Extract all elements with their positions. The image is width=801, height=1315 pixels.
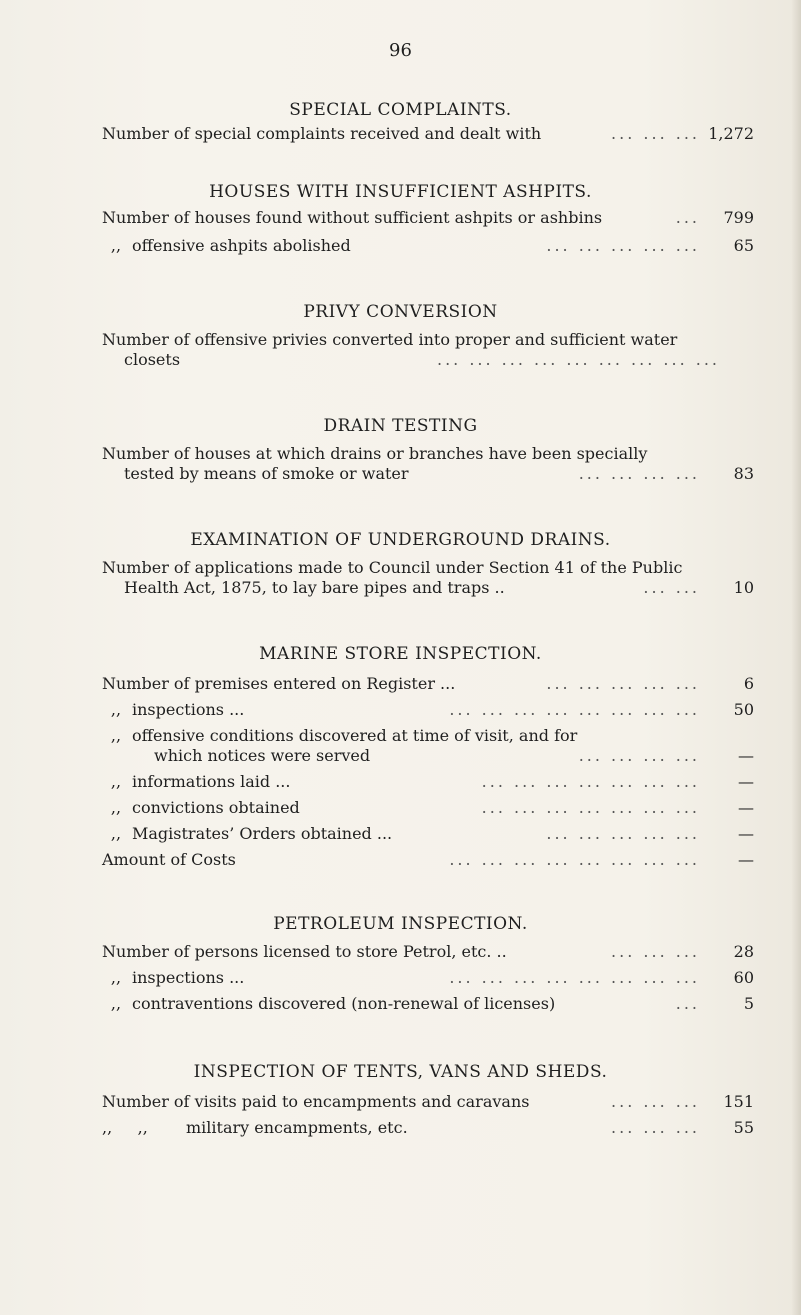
row-value: 65 xyxy=(733,236,754,255)
row-value: 1,272 xyxy=(708,124,754,143)
heading-drain-testing: DRAIN TESTING xyxy=(323,416,478,436)
row-label: informations laid ... xyxy=(132,772,291,791)
row-label-continued: which notices were served xyxy=(154,746,371,765)
row-label: Magistrates’ Orders obtained ... xyxy=(132,824,393,843)
leader-dots: ... ... ... xyxy=(611,1118,700,1137)
row-ashpits-1 xyxy=(102,206,760,230)
leader-dots: ... ... ... ... ... ... ... ... xyxy=(449,700,700,719)
ditto-mark: ,, xyxy=(110,968,122,987)
leader-dots: ... ... ... ... ... ... ... xyxy=(481,772,700,791)
row-tents-2 xyxy=(102,1116,760,1140)
leader-dots: ... ... ... ... ... ... ... ... ... xyxy=(436,350,720,369)
row-value: 10 xyxy=(733,578,754,597)
leader-dots: ... ... ... ... ... ... ... ... xyxy=(449,850,700,869)
page-number: 96 xyxy=(389,40,412,61)
row-value: — xyxy=(738,772,754,791)
row-label: offensive ashpits abolished xyxy=(132,236,351,255)
row-value: 28 xyxy=(733,942,754,961)
row-label: Number of premises entered on Register ... xyxy=(102,674,456,693)
leader-dots: ... ... ... ... ... ... ... xyxy=(481,798,700,817)
row-label: Number of persons licensed to store Petrol, etc. .. xyxy=(102,942,507,961)
row-petroleum-1 xyxy=(102,940,760,964)
heading-privy: PRIVY CONVERSION xyxy=(303,302,498,322)
heading-marine-store: MARINE STORE INSPECTION. xyxy=(259,644,542,664)
ditto-mark: ,, xyxy=(110,994,122,1013)
ditto-mark: ,, xyxy=(110,772,122,791)
row-label: convictions obtained xyxy=(132,798,300,817)
row-marine-5 xyxy=(102,796,760,820)
leader-dots: ... ... ... xyxy=(611,1092,700,1111)
row-value: — xyxy=(738,850,754,869)
row-label: Number of houses found without sufficient ashpits or ashbins xyxy=(102,208,603,227)
row-value: 799 xyxy=(723,208,754,227)
row-label: Number of applications made to Council under Section 41 of the Public xyxy=(102,558,683,577)
heading-tents-vans-sheds: INSPECTION OF TENTS, VANS AND SHEDS. xyxy=(193,1062,608,1082)
row-value: 83 xyxy=(733,464,754,483)
row-label: contraventions discovered (non-renewal of licenses) xyxy=(132,994,556,1013)
row-underground-line2 xyxy=(102,576,760,600)
row-label: offensive conditions discovered at time of visit, and for xyxy=(132,726,578,745)
row-label: Number of visits paid to encampments and caravans xyxy=(102,1092,530,1111)
row-special-complaints xyxy=(102,122,760,146)
leader-dots: ... xyxy=(675,994,700,1013)
row-marine-3-continued xyxy=(102,744,760,768)
heading-underground-drains: EXAMINATION OF UNDERGROUND DRAINS. xyxy=(190,530,611,550)
leader-dots: ... ... ... ... ... xyxy=(546,236,700,255)
row-drain-line2 xyxy=(102,462,760,486)
heading-ashpits: HOUSES WITH INSUFFICIENT ASHPITS. xyxy=(209,182,592,202)
leader-dots: ... ... ... xyxy=(611,124,700,143)
row-ashpits-2 xyxy=(102,234,760,258)
row-label: Amount of Costs xyxy=(102,850,236,869)
row-value: 6 xyxy=(743,674,754,693)
leader-dots: ... ... ... ... xyxy=(578,464,700,483)
ditto-mark: ,, xyxy=(110,726,122,745)
row-value: 151 xyxy=(723,1092,754,1111)
row-marine-6 xyxy=(102,822,760,846)
row-value: 60 xyxy=(733,968,754,987)
row-label: Number of special complaints received and dealt with xyxy=(102,124,542,143)
row-value: 5 xyxy=(743,994,754,1013)
row-marine-costs xyxy=(102,848,760,872)
heading-petroleum: PETROLEUM INSPECTION. xyxy=(273,914,528,934)
row-label: Number of houses at which drains or branches have been specially xyxy=(102,444,648,463)
row-value: — xyxy=(738,824,754,843)
row-value: 55 xyxy=(733,1118,754,1137)
row-tents-1 xyxy=(102,1090,760,1114)
row-petroleum-2 xyxy=(102,966,760,990)
ditto-mark: ,, xyxy=(110,824,122,843)
row-petroleum-3 xyxy=(102,992,760,1016)
row-label-continued: closets xyxy=(124,350,181,369)
row-label: military encampments, etc. xyxy=(186,1118,408,1137)
leader-dots: ... ... ... ... ... xyxy=(546,824,700,843)
leader-dots: ... ... xyxy=(643,578,700,597)
row-value: 50 xyxy=(733,700,754,719)
leader-dots: ... ... ... ... ... ... ... ... xyxy=(449,968,700,987)
ditto-mark: ,, xyxy=(110,798,122,817)
leader-dots: ... xyxy=(675,208,700,227)
heading-special-complaints: SPECIAL COMPLAINTS. xyxy=(289,100,512,120)
ditto-mark: ,, xyxy=(110,700,122,719)
ditto-mark: ,, xyxy=(110,236,122,255)
row-value: — xyxy=(738,798,754,817)
row-privy-line2 xyxy=(102,348,760,372)
leader-dots: ... ... ... xyxy=(611,942,700,961)
row-label-continued: tested by means of smoke or water xyxy=(124,464,409,483)
leader-dots: ... ... ... ... xyxy=(578,746,700,765)
row-label: inspections ... xyxy=(132,700,245,719)
row-label: inspections ... xyxy=(132,968,245,987)
row-value: — xyxy=(738,746,754,765)
row-label: Number of offensive privies converted into proper and sufficient water xyxy=(102,330,678,349)
row-marine-2 xyxy=(102,698,760,722)
row-marine-4 xyxy=(102,770,760,794)
row-marine-1 xyxy=(102,672,760,696)
ditto-mark: ,, ,, xyxy=(102,1118,148,1137)
row-label-continued: Health Act, 1875, to lay bare pipes and traps .. xyxy=(124,578,505,597)
leader-dots: ... ... ... ... ... xyxy=(546,674,700,693)
